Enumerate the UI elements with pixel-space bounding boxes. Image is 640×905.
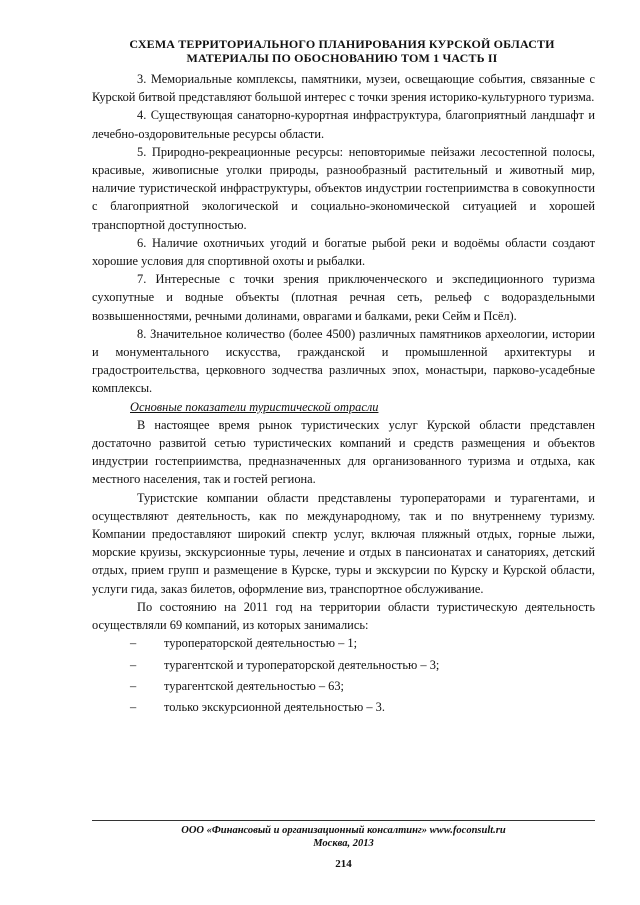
dash-item-text: туроператорской деятельностью – 1; (164, 636, 358, 651)
document-footer (92, 824, 595, 850)
dash-marker: – (130, 699, 137, 714)
dash-list-item (92, 677, 595, 695)
footer-place-year: Москва, 2013 (313, 838, 374, 849)
page-number: 214 (335, 858, 352, 870)
dash-item-text: турагентской и туроператорской деятельностью – 3; (164, 657, 440, 672)
footer-divider (92, 820, 595, 821)
list-item: 4. Существующая санаторно-курортная инфраструктура, благоприятный ландшафт и лечебно-оздоровительные ресурсы области. (92, 108, 595, 141)
dash-item-text: турагентской деятельностью – 63; (164, 678, 345, 693)
document-body (92, 70, 595, 719)
dash-list-item (92, 698, 595, 716)
dash-marker: – (130, 657, 137, 672)
header-subtitle: МАТЕРИАЛЫ ПО ОБОСНОВАНИЮ ТОМ 1 ЧАСТЬ II (186, 51, 498, 65)
dash-list-item (92, 634, 595, 652)
dash-marker: – (130, 678, 137, 693)
footer-company: ООО «Финансовый и организационный консалтинг» www.foconsult.ru (181, 825, 506, 836)
list-item: 6. Наличие охотничьих угодий и богатые рыбой реки и водоёмы области создают хорошие условия для спортивной охоты и рыбалки. (92, 235, 595, 269)
document-header (92, 37, 592, 65)
list-item: 7. Интересные с точки зрения приключенческого и экспедиционного туризма сухопутные и водные объекты (плотная речная сеть, рельеф с водораздельными возвышенностями, речными долинами, оврагами и балками, реки Сейм и Псёл). (92, 272, 595, 323)
list-item: 5. Природно-рекреационные ресурсы: неповторимые пейзажи лесостепной полосы, красивые, живописные уголки природы, разнообразный растительный и животный мир, наличие туристической инфраструктуры, объектов индустрии гостеприимства в совокупности с благоприятной экологической и социально-экономической ситуацией и хорошей транспортной доступностью. (92, 144, 595, 232)
header-title: СХЕМА ТЕРРИТОРИАЛЬНОГО ПЛАНИРОВАНИЯ КУРСКОЙ ОБЛАСТИ (129, 37, 555, 51)
paragraph: Туристские компании области представлены туроператорами и турагентами, и осуществляют деятельность, как по международному, так и по внутреннему туризму. Компании предоставляют широкий спектр услуг, включая пляжный отдых, горные лыжи, морские круизы, экскурсионные туры, лечение и отдых в пансионатах и санаториях, детский отдых, прием групп и размещение в Курске, туры и экскурсии по Курску и Курской области, услуги гида, заказ билетов, оформление виз, транспортное обслуживание. (92, 490, 595, 596)
paragraph: По состоянию на 2011 год на территории области туристическую деятельность осуществляли 69 компаний, из которых занимались: (92, 599, 595, 633)
dash-marker: – (130, 636, 137, 651)
list-item: 3. Мемориальные комплексы, памятники, музеи, освещающие события, связанные с Курской битвой представляют большой интерес с точки зрения историко-культурного туризма. (92, 72, 595, 105)
dash-item-text: только экскурсионной деятельностью – 3. (164, 699, 385, 714)
section-subheading: Основные показатели туристической отрасли (130, 399, 379, 414)
list-item: 8. Значительное количество (более 4500) различных памятников археологии, истории и монументального искусства, гражданской и промышленной архитектуры и градостроительства, церковного зодчества различных эпох, монастыри, парково-усадебные комплексы. (92, 326, 595, 396)
paragraph: В настоящее время рынок туристических услуг Курской области представлен достаточно развитой сетью туристических компаний и средств размещения и объектов индустрии гостеприимства, предназначенных для организованного туризма и отдыха, как местного населения, так и гостей региона. (92, 417, 595, 487)
dash-list-item (92, 656, 595, 674)
